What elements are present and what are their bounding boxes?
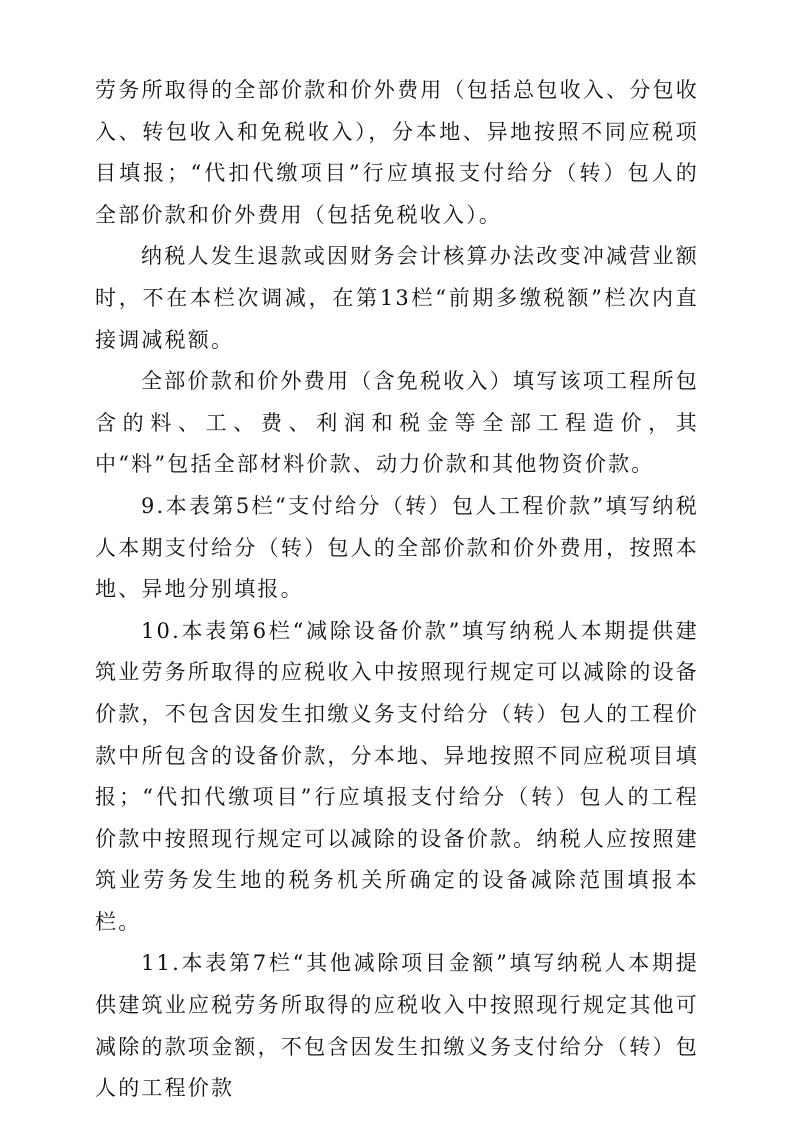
paragraph-refund-note: 纳税人发生退款或因财务会计核算办法改变冲减营业额时，不在本栏次调减，在第13栏“前期多缴税额”栏次内直接调减税额。 xyxy=(95,244,699,352)
paragraph-continuation: 劳务所取得的全部价款和价外费用（包括总包收入、分包收入、转包收入和免税收入），分本地、异地按照不同应税项目填报；“代扣代缴项目”行应填报支付给分（转）包人的全部价款和价外费用（包括免税收入）。 xyxy=(95,78,699,227)
paragraph-total-price-note: 全部价款和价外费用（含免税收入）填写该项工程所包含的料、工、费、利润和税金等全部工程造价，其中“料”包括全部材料价款、动力价款和其他物资价款。 xyxy=(95,369,699,477)
paragraph-item-10: 10.本表第6栏“减除设备价款”填写纳税人本期提供建筑业劳务所取得的应税收入中按照现行规定可以减除的设备价款，不包含因发生扣缴义务支付给分（转）包人的工程价款中所包含的设备价款，分本地、异地按照不同应税项目填报；“代扣代缴项目”行应填报支付给分（转）包人的工程价款中按照现行规定可以减除的设备价款。纳税人应按照建筑业劳务发生地的税务机关所确定的设备减除范围填报本栏。 xyxy=(95,618,699,934)
paragraph-item-11: 11.本表第7栏“其他减除项目金额”填写纳税人本期提供建筑业应税劳务所取得的应税收入中按照现行规定其他可减除的款项金额，不包含因发生扣缴义务支付给分（转）包人的工程价款 xyxy=(95,951,699,1101)
document-body xyxy=(95,70,699,1110)
paragraph-item-9: 9.本表第5栏“支付给分（转）包人工程价款”填写纳税人本期支付给分（转）包人的全部价款和价外费用，按照本地、异地分别填报。 xyxy=(95,493,699,602)
